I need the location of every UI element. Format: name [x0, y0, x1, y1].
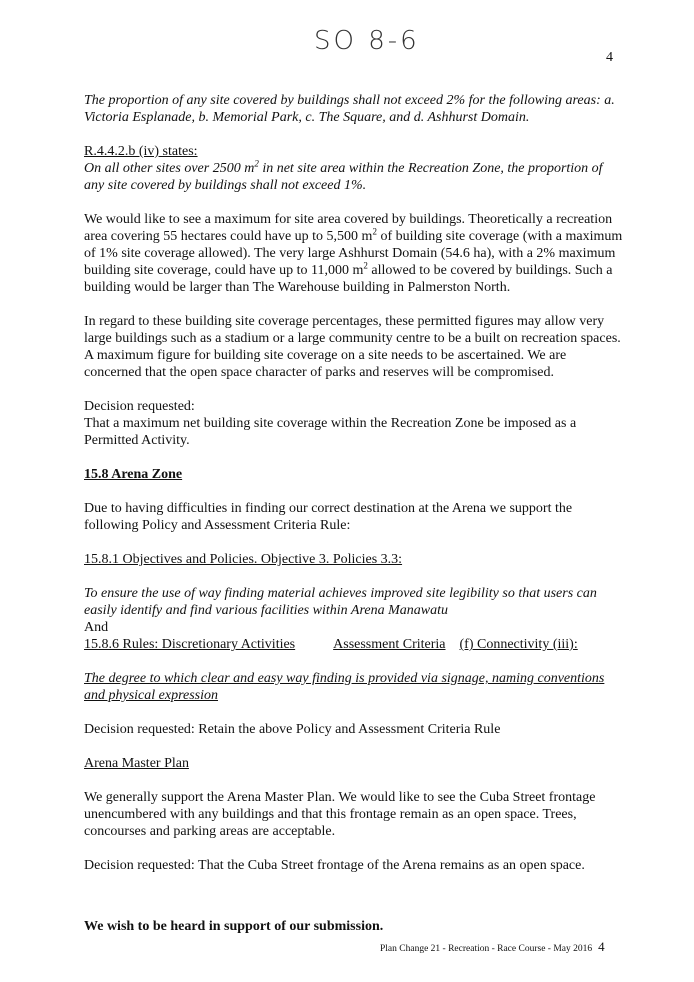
maximum-paragraph: We would like to see a maximum for site area covered by buildings. Theoretically a recreation area covering 55 hectares could have up to 5,500 $m^2$ of building site coverage (with a maximum of 1% site coverage allowed). The very large Ashhurst Domain (54.6 ha), with a 2% maximum building site coverage, could have up to 11,000 $m^2$ allowed to be covered by buildings. Such a building would be larger than The Warehouse building in Palmerston North.: [84, 212, 623, 295]
coverage-paragraph: The proportion of any site covered by buildings shall not exceed 2% for the following areas: a. Victoria Esplanade, b. Memorial Park, c. The Square, and d. Ashhurst Domain.: [84, 93, 615, 125]
decision-text: That a maximum net building site coverage within the Recreation Zone be imposed as a Permitted Activity.: [84, 416, 577, 448]
coverage-concern-paragraph: In regard to these building site coverage percentages, these permitted figures may allow very large buildings such as a stadium or a large community centre to be a built on recreation spaces. A maximum figure for building site coverage on a site needs to be ascertained. We are concerned that the open space character of parks and reserves will be compromised.: [84, 314, 621, 380]
decision-cuba-street: Decision requested: That the Cuba Street frontage of the Arena remains as an open space.: [84, 858, 585, 873]
master-plan-heading: Arena Master Plan: [84, 756, 189, 771]
objectives-heading: 15.8.1 Objectives and Policies. Objective 3. Policies 3.3:: [84, 552, 403, 567]
decision-retain: Decision requested: Retain the above Policy and Assessment Criteria Rule: [84, 722, 501, 737]
rules-heading: 15.8.6 Rules: Discretionary Activities Assessment Criteria (f) Connectivity (iii):: [84, 637, 578, 652]
master-plan-paragraph: We generally support the Arena Master Plan. We would like to see the Cuba Street frontage unencumbered with any buildings and that this frontage remain as an open space. Trees, concourses and parking areas are acceptable.: [84, 790, 596, 839]
objective-quote: To ensure the use of way finding material achieves improved site legibility so that users can easily identify and find various facilities within Arena Manawatu: [84, 586, 597, 618]
document-body: [84, 92, 624, 935]
section-heading: 15.8 Arena Zone: [84, 467, 183, 482]
closing-statement: We wish to be heard in support of our submission.: [84, 919, 384, 934]
rules-quote: The degree to which clear and easy way finding is provided via signage, naming conventions and physical expression: [84, 671, 605, 703]
handwritten-reference: SO 8-6: [314, 26, 420, 56]
page-number-top: 4: [606, 50, 613, 65]
rule-quote: On all other sites over 2500 $m^2$ in net site area within the Recreation Zone, the proportion of any site covered by buildings shall not exceed 1%.: [84, 158, 603, 193]
decision-label: Decision requested:: [84, 399, 195, 414]
rule-heading: R.4.4.2.b (iv) states:: [84, 144, 198, 159]
and-word: And: [84, 620, 109, 635]
arena-paragraph: Due to having difficulties in finding our correct destination at the Arena we support the following Policy and Assessment Criteria Rule:: [84, 501, 573, 533]
page-footer: Plan Change 21 - Recreation - Race Course - May 2016 4: [380, 939, 605, 954]
